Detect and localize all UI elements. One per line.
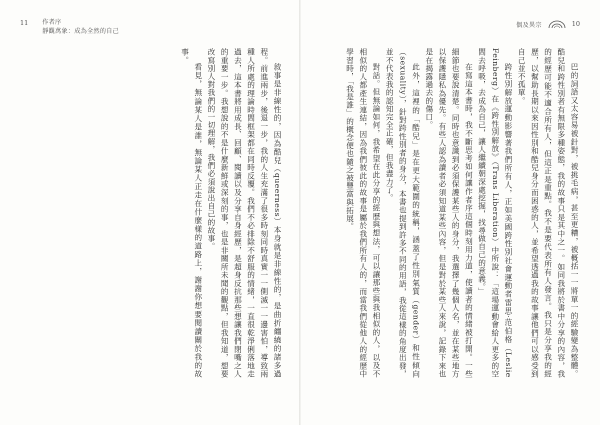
right-page [301,0,600,425]
left-header-titles [42,20,119,36]
right-running-header [516,20,580,29]
right-paragraph: 對話。但無論如何，我希望在此分享的經歷與想法，可以讓那些與我相似的人，以及不相似的人都產生連結，因為我們彼此的故事是屬於我們所有人的，而當我們從他人的經歷中學習時，「我是誰」的概念便也隨之被豐富與拓展。 [345,48,381,378]
right-paragraph: 此外，這裡的「酷兒」是在更大範圍的統稱，涵蓋了性別氣質（gender）和性傾向（sexuality），針對跨性別者的身分，本書也提到許多不同的用語，我從這樣的角度出發，並不代表我的認知完全正確，但我盡力了。 [385,48,421,378]
right-paragraph-text: 巴的詞語又太容易被針對，被挑毛病，甚至更糟，被概括一一將單一的經驗變為整體。酷兒和跨性別者有無限多種姿態，我的故事只是其中之一。如同我將於書中分享的內容，我的經歷可能不適合所有人，但這正是重點。我不是要代表所有人發言。我只是分享我的經歷，以幫助長期以來因性別和酷兒身分而困惑的人，並希望透過我的故事讓他們可以感受到自己並不孤單。 [517,48,579,378]
chapter-title: 靜觀萬象：成為全然的自己 [42,27,119,35]
left-body-text [22,48,284,378]
left-page [0,0,299,425]
right-paragraph [515,48,581,378]
left-paragraph: 敘事是非線性的，因為酷兒（queerness）本身就是非線性的，是曲折纏繞的諸多過程。前進兩步，後退一步，我的人生充滿了很多時刻同時真實一一側滅一一邊害怕，導致兩種人所處的理論時間框架都在同時反覆。我們不必排除不舒服的情緒，一直很乾淨俐落地走過去，這本書將用成長、回顧、閱讀以及分享自身經歷，是超身反抗那些想讓我們閉嘴之人的重要一步。我想說的不是什麼新鮮或深刻的事，也是非關所未聞的觀點，但我知道，想要改寫別人對我們的一切理解，我們必須說出自己的故事。 [206,48,282,378]
left-paragraph: 看見，無論某人是誰，無論某人正走在什麼樣的道路上，謝謝你想要閱讀關於我的故事。 [180,48,203,378]
right-paragraph: 跨性別解放運動影響著我們所有人，正如美國跨性別社會運動者雷思·范伯格（Leslie Feinberg）在《跨性別解放》（Trans Liberation）中所說：「這場運動會給人更多的空間去呼吸，去成為自己，讓人繼續朝深處挖掘，找尋做自己的意義。」 [477,48,513,378]
book-title: 作者序 [42,19,62,26]
series-name: 偶及異宗 [516,22,542,29]
left-page-number: 11 [20,19,29,27]
publisher-logo-icon [548,20,566,29]
left-running-header [20,20,119,36]
right-paragraph: 在寫這本書時，我不斷思考如何讓作者序這個時刻用力道，使讀者的情緒被打開。一些細節也要說清楚。同時也意識到必須保護某些人的身分，我選擇了幾個人名，並在某些地方以保護隱私為優先。有些人認為讀者必須知道某些內容，但是對於某些人來說，記錄下來也是在揭露過去的傷口。 [424,48,474,378]
right-page-number: 10 [571,20,580,29]
right-body-text [319,48,581,378]
